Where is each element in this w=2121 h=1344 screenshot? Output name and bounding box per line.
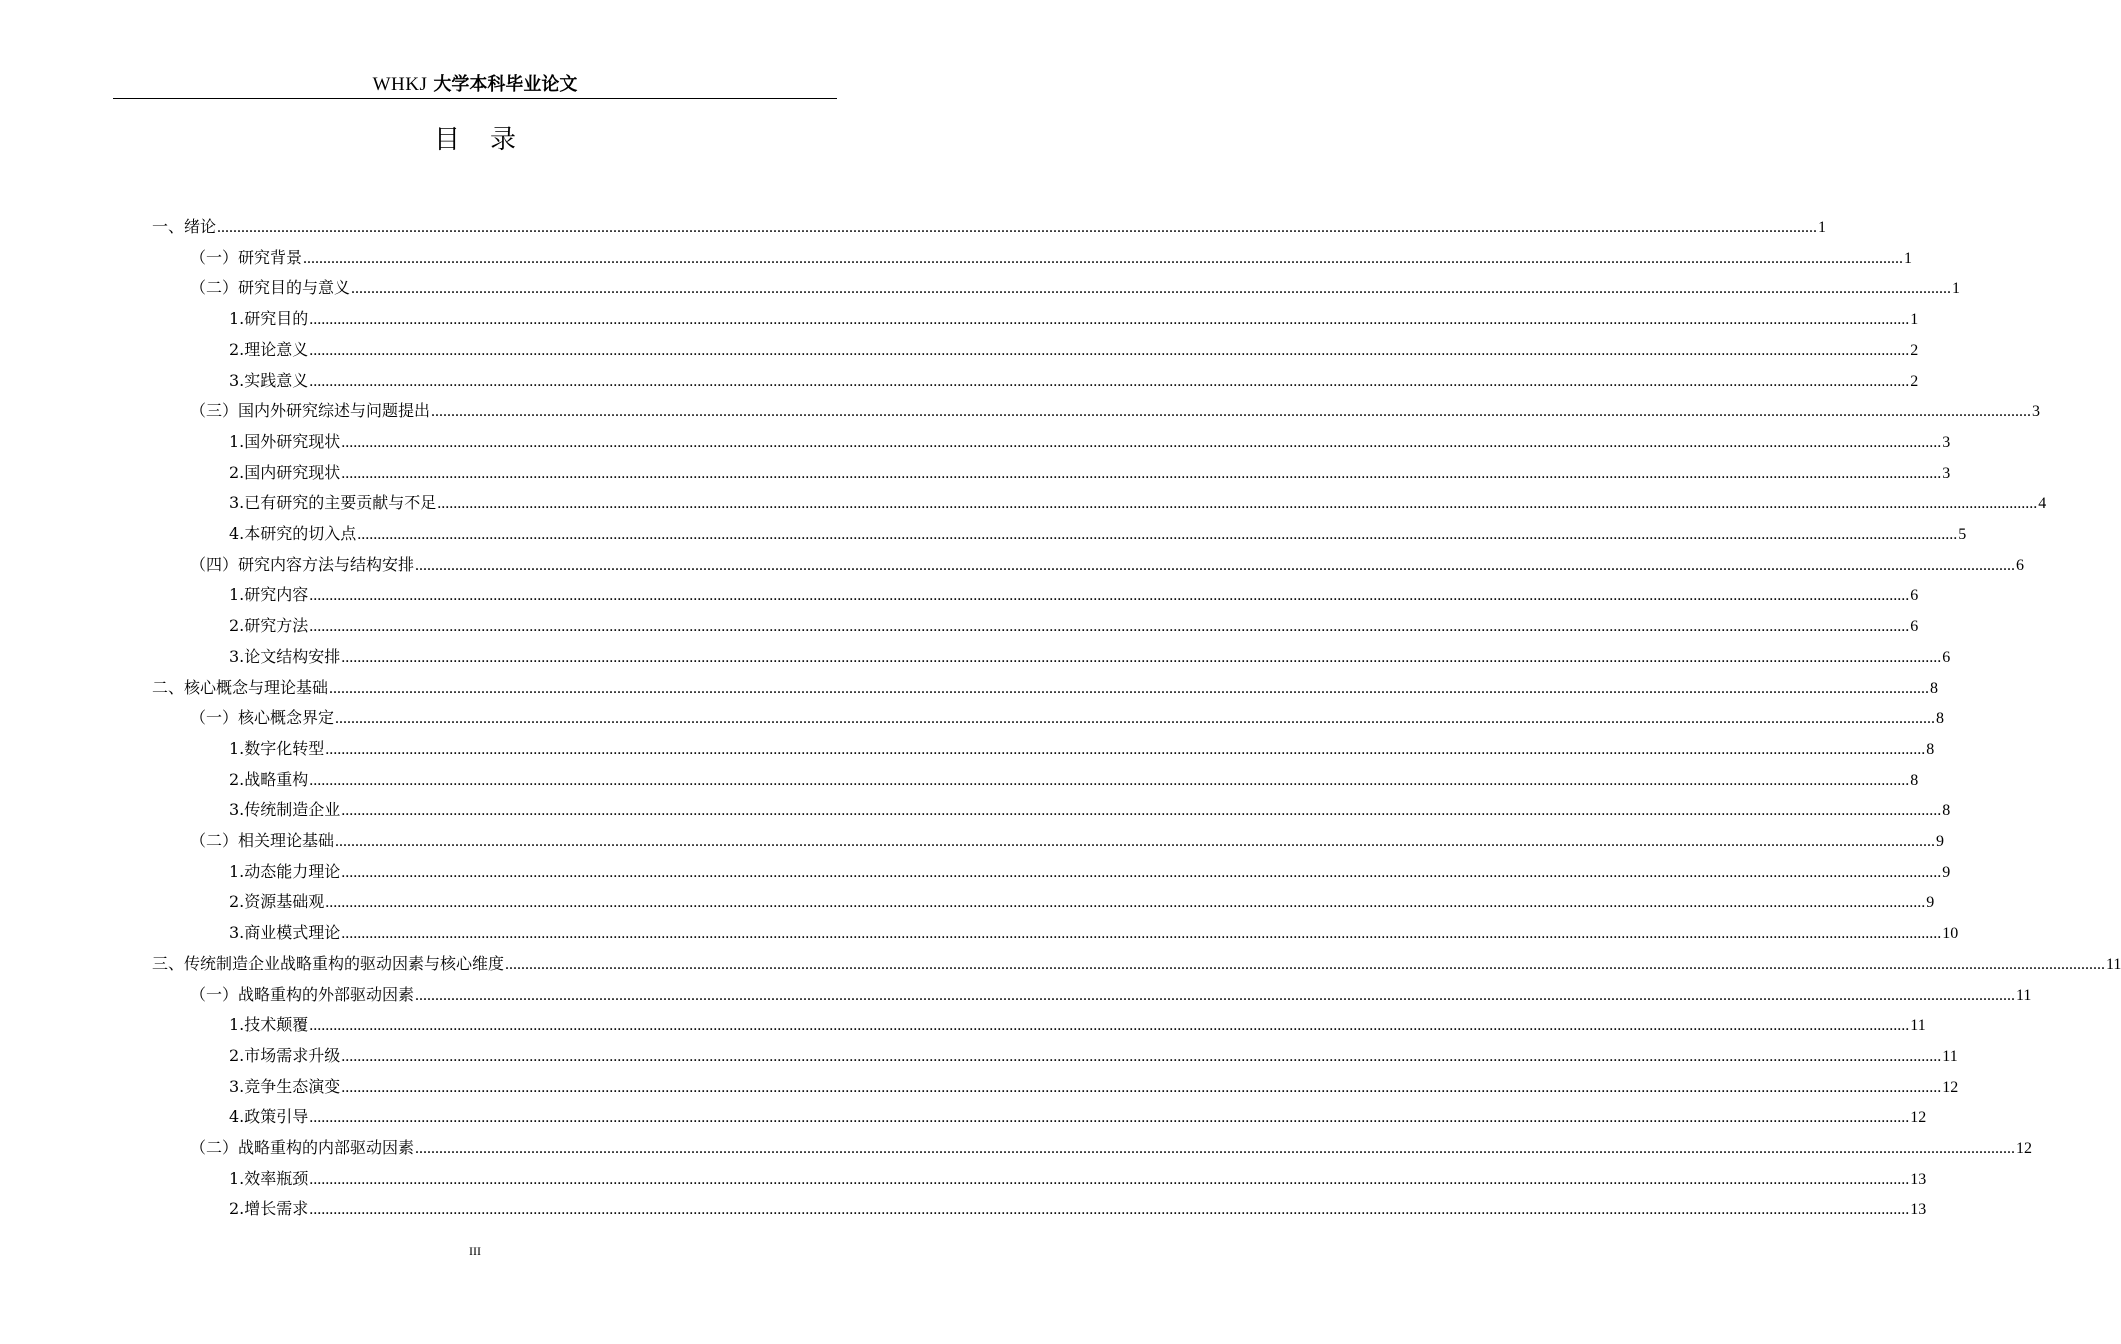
toc-entry-label: （二）相关理论基础 (190, 831, 335, 850)
toc-entry-label: （三）国内外研究综述与问题提出 (190, 401, 431, 421)
toc-entry-page: 8 (1942, 802, 1951, 820)
toc-entry-page: 6 (1910, 587, 1919, 605)
toc-entry-label: 1.研究内容 (229, 585, 309, 605)
toc-entry-label: 1.数字化转型 (229, 738, 325, 758)
toc-dot-leader: ................................................................................................................................................................................................................................................................................................................................................................................................................ (505, 955, 2106, 973)
toc-entry[interactable] (229, 580, 1919, 610)
toc-dot-leader: ................................................................................................................................................................................................................................................................................................................................................................................................................ (335, 710, 1936, 728)
toc-dot-leader: ................................................................................................................................................................................................................................................................................................................................................................................................................ (309, 1109, 1910, 1127)
toc-dot-leader: ................................................................................................................................................................................................................................................................................................................................................................................................................ (431, 403, 2032, 421)
toc-entry-page: 12 (1942, 1078, 1959, 1096)
toc-entry[interactable] (229, 1102, 1927, 1132)
toc-entry[interactable] (190, 703, 1945, 733)
toc-entry[interactable] (229, 519, 1967, 549)
toc-entry-label: 一、绪论 (152, 217, 217, 236)
toc-entry[interactable] (229, 1194, 1927, 1224)
toc-entry[interactable] (229, 734, 1935, 764)
toc-entry[interactable] (229, 765, 1919, 795)
toc-entry-page: 6 (1910, 618, 1919, 636)
toc-entry-label: 1.国外研究现状 (229, 431, 341, 451)
toc-dot-leader: ................................................................................................................................................................................................................................................................................................................................................................................................................ (341, 433, 1942, 451)
toc-entry[interactable] (229, 427, 1951, 457)
toc-entry-label: 3.竞争生态演变 (229, 1076, 341, 1096)
toc-entry-page: 9 (1926, 894, 1935, 912)
toc-entry-page: 4 (2038, 495, 2047, 513)
toc-dot-leader: ................................................................................................................................................................................................................................................................................................................................................................................................................ (309, 1170, 1910, 1188)
toc-entry-label: 3.实践意义 (229, 370, 309, 390)
toc-entry-page: 1 (1952, 280, 1961, 298)
toc-entry-label: （四）研究内容方法与结构安排 (190, 554, 415, 574)
toc-entry-page: 11 (1910, 1017, 1926, 1035)
toc-entry-page: 3 (1942, 433, 1951, 451)
toc-dot-leader: ................................................................................................................................................................................................................................................................................................................................................................................................................ (325, 740, 1926, 758)
toc-entry-label: 三、传统制造企业战略重构的驱动因素与核心维度 (152, 953, 505, 973)
toc-entry-label: （一）战略重构的外部驱动因素 (190, 984, 415, 1004)
toc-dot-leader: ................................................................................................................................................................................................................................................................................................................................................................................................................ (309, 771, 1910, 789)
toc-entry-page: 2 (1910, 372, 1919, 390)
toc-entry[interactable] (190, 550, 2025, 580)
toc-entry[interactable] (229, 335, 1919, 365)
toc-dot-leader: ................................................................................................................................................................................................................................................................................................................................................................................................................ (335, 833, 1936, 850)
toc-entry-label: 2.市场需求升级 (229, 1045, 341, 1065)
header-title: 大学本科毕业论文 (433, 74, 578, 95)
toc-entry-label: 2.理论意义 (229, 339, 309, 359)
toc-entry-label: 1.动态能力理论 (229, 861, 341, 881)
toc-entry-label: 2.增长需求 (229, 1199, 309, 1219)
toc-entry-label: 1.技术颠覆 (229, 1015, 309, 1035)
toc-dot-leader: ................................................................................................................................................................................................................................................................................................................................................................................................................ (341, 925, 1942, 943)
toc-entry[interactable] (229, 1041, 1958, 1071)
toc-entry-page: 8 (1910, 771, 1919, 789)
toc-entry-page: 9 (1936, 833, 1945, 850)
toc-dot-leader: ................................................................................................................................................................................................................................................................................................................................................................................................................ (309, 1017, 1910, 1035)
toc-entry-page: 5 (1958, 526, 1967, 543)
toc-entry-label: 二、核心概念与理论基础 (152, 677, 329, 697)
page-number: III (469, 1244, 481, 1258)
toc-dot-leader: ................................................................................................................................................................................................................................................................................................................................................................................................................ (415, 986, 2016, 1004)
toc-dot-leader: ................................................................................................................................................................................................................................................................................................................................................................................................................ (351, 280, 1952, 298)
toc-entry-label: 3.传统制造企业 (229, 800, 341, 820)
toc-entry-page: 11 (2106, 955, 2121, 973)
toc-entry-page: 3 (1942, 464, 1951, 482)
toc-entry-label: 4.政策引导 (229, 1107, 309, 1127)
toc-entry[interactable] (229, 918, 1959, 948)
toc-dot-leader: ................................................................................................................................................................................................................................................................................................................................................................................................................ (309, 341, 1910, 359)
toc-entry-page: 12 (2016, 1140, 2033, 1157)
toc-entry[interactable] (229, 887, 1935, 917)
toc-dot-leader: ................................................................................................................................................................................................................................................................................................................................................................................................................ (329, 679, 1930, 697)
toc-dot-leader: ................................................................................................................................................................................................................................................................................................................................................................................................................ (309, 618, 1910, 636)
toc-entry-page: 12 (1910, 1109, 1927, 1127)
toc-entry-page: 6 (1942, 648, 1951, 666)
toc-entry-page: 10 (1942, 925, 1959, 943)
toc-entry[interactable] (229, 642, 1951, 672)
toc-entry[interactable] (229, 1072, 1959, 1102)
toc-entry-label: （一）核心概念界定 (190, 708, 335, 728)
toc-entry[interactable] (229, 366, 1919, 396)
toc-dot-leader: ................................................................................................................................................................................................................................................................................................................................................................................................................ (341, 464, 1942, 482)
toc-dot-leader: ................................................................................................................................................................................................................................................................................................................................................................................................................ (415, 556, 2016, 574)
toc-dot-leader: ................................................................................................................................................................................................................................................................................................................................................................................................................ (341, 1047, 1942, 1065)
toc-entry[interactable] (190, 826, 1945, 856)
toc-entry-page: 11 (1942, 1047, 1958, 1065)
toc-entry-label: （二）战略重构的内部驱动因素 (190, 1138, 415, 1157)
toc-entry-page: 13 (1910, 1201, 1927, 1219)
toc-entry-label: （一）研究背景 (190, 247, 303, 267)
toc-entry-page: 1 (1818, 219, 1827, 236)
toc-entry-page: 3 (2032, 403, 2041, 421)
toc-dot-leader: ................................................................................................................................................................................................................................................................................................................................................................................................................ (415, 1140, 2016, 1157)
toc-entry-page: 11 (2016, 986, 2032, 1004)
toc-entry[interactable] (229, 1164, 1927, 1194)
toc-dot-leader: ................................................................................................................................................................................................................................................................................................................................................................................................................ (341, 1078, 1942, 1096)
toc-entry-label: 1.研究目的 (229, 309, 309, 329)
toc-dot-leader: ................................................................................................................................................................................................................................................................................................................................................................................................................ (325, 894, 1926, 912)
toc-entry-label: 2.研究方法 (229, 616, 309, 636)
toc-entry-page: 8 (1936, 710, 1945, 728)
toc-entry-label: 3.已有研究的主要贡献与不足 (229, 493, 437, 513)
toc-dot-leader: ................................................................................................................................................................................................................................................................................................................................................................................................................ (309, 587, 1910, 605)
toc-dot-leader: ................................................................................................................................................................................................................................................................................................................................................................................................................ (437, 495, 2038, 513)
toc-entry-page: 2 (1910, 341, 1919, 359)
toc-entry-page: 6 (2016, 556, 2025, 574)
toc-entry-page: 8 (1930, 679, 1939, 697)
toc-entry[interactable] (229, 795, 1951, 825)
toc-entry-page: 13 (1910, 1170, 1927, 1188)
toc-entry-label: 3.论文结构安排 (229, 646, 341, 666)
toc-entry[interactable] (152, 673, 1939, 703)
toc-entry-page: 1 (1904, 249, 1913, 267)
toc-entry[interactable] (229, 1010, 1926, 1040)
toc-entry[interactable] (229, 488, 2047, 518)
toc-dot-leader: ................................................................................................................................................................................................................................................................................................................................................................................................................ (303, 249, 1904, 267)
toc-entry-page: 1 (1910, 311, 1919, 329)
page-title: 目录 (433, 125, 546, 155)
toc-entry-label: （二）研究目的与意义 (190, 278, 351, 298)
toc-entry[interactable] (190, 396, 2041, 426)
header-rule (113, 98, 837, 99)
toc-entry[interactable] (152, 949, 2121, 979)
toc-entry-label: 2.资源基础观 (229, 892, 325, 912)
toc-dot-leader: ................................................................................................................................................................................................................................................................................................................................................................................................................ (341, 648, 1942, 666)
toc-entry-label: 4.本研究的切入点 (229, 524, 357, 543)
toc-entry-page: 8 (1926, 740, 1935, 758)
toc-entry-page: 9 (1942, 863, 1951, 881)
toc-entry[interactable] (229, 857, 1951, 887)
toc-dot-leader: ................................................................................................................................................................................................................................................................................................................................................................................................................ (357, 526, 1958, 543)
toc-dot-leader: ................................................................................................................................................................................................................................................................................................................................................................................................................ (309, 1201, 1910, 1219)
toc-entry-label: 3.商业模式理论 (229, 923, 341, 943)
running-header (113, 70, 837, 98)
toc-dot-leader: ................................................................................................................................................................................................................................................................................................................................................................................................................ (309, 372, 1910, 390)
toc-dot-leader: ................................................................................................................................................................................................................................................................................................................................................................................................................ (309, 311, 1910, 329)
toc-dot-leader: ................................................................................................................................................................................................................................................................................................................................................................................................................ (341, 802, 1942, 820)
toc-entry[interactable] (190, 273, 1961, 303)
toc-entry-label: 2.战略重构 (229, 769, 309, 789)
toc-entry[interactable] (229, 611, 1919, 641)
toc-entry[interactable] (229, 304, 1919, 334)
toc-entry[interactable] (190, 980, 2032, 1010)
toc-entry[interactable] (229, 458, 1951, 488)
toc-dot-leader: ................................................................................................................................................................................................................................................................................................................................................................................................................ (341, 863, 1942, 881)
toc-entry[interactable] (152, 212, 1827, 242)
toc-entry-label: 2.国内研究现状 (229, 462, 341, 482)
toc-entry-label: 1.效率瓶颈 (229, 1168, 309, 1188)
toc-entry[interactable] (190, 1133, 2033, 1163)
header-latin: WHKJ (372, 74, 428, 95)
toc-entry[interactable] (190, 243, 1913, 273)
toc-dot-leader: ................................................................................................................................................................................................................................................................................................................................................................................................................ (217, 219, 1818, 236)
